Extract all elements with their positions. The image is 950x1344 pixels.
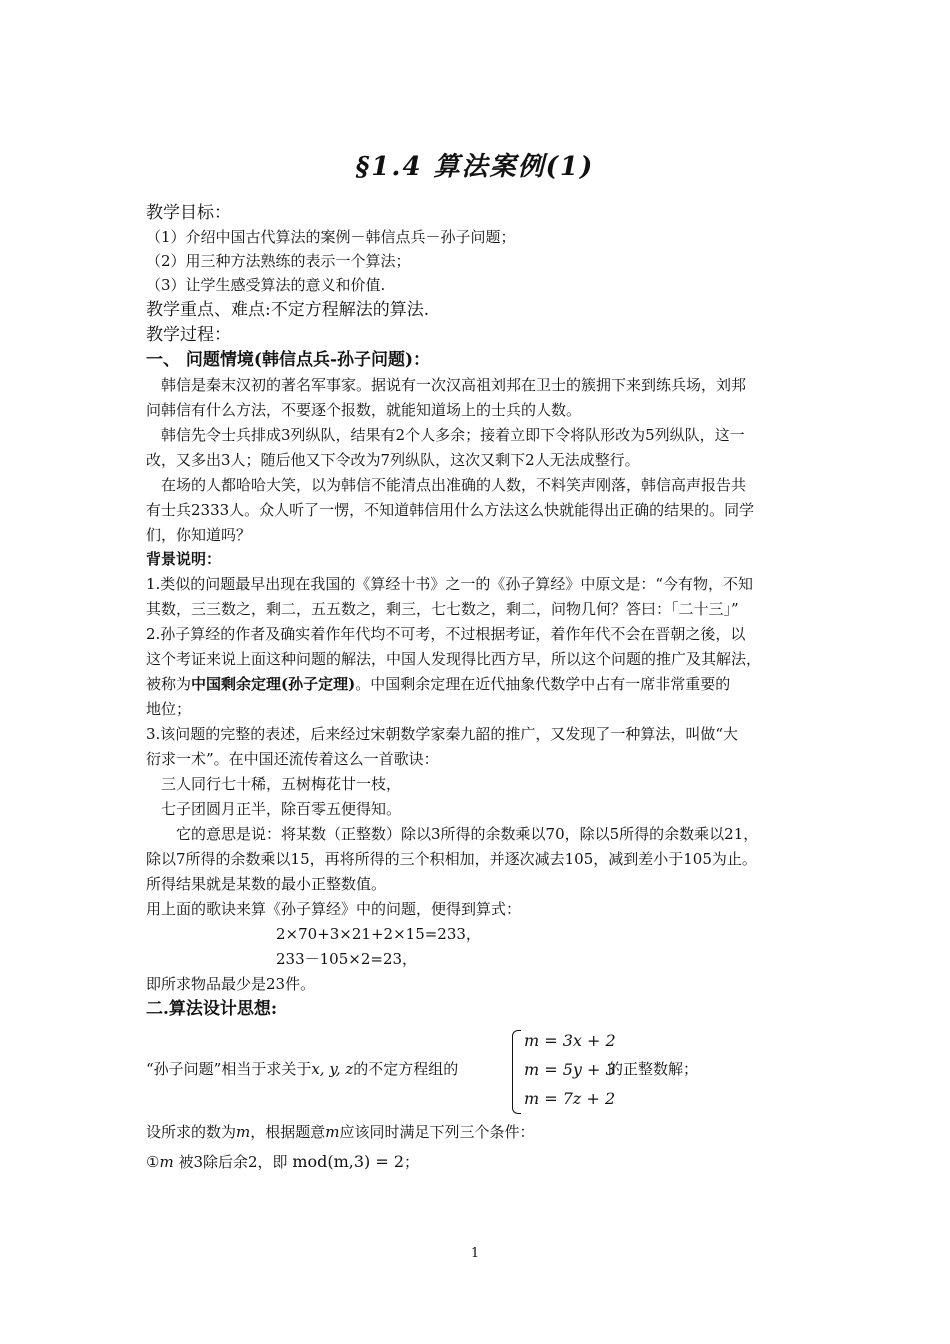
paragraph-line: 韩信是秦末汉初的著名军事家。据说有一次汉高祖刘邦在卫士的簇拥下来到练兵场，刘邦 (146, 376, 747, 394)
answer-text: 即所求物品最少是23件。 (146, 975, 316, 993)
meaning-line: 除以7所得的余数乘以15，再将所得的三个积相加，并逐次减去105，减到差小于105为止。 (146, 850, 757, 868)
objective-item: （1）介绍中国古代算法的案例－韩信点兵－孙子问题； (146, 228, 516, 246)
variable: m (236, 1123, 251, 1141)
background-item-line: 1.类似的问题最早出现在我国的《算经十书》之一的《孙子算经》中原文是：“今有物，不知 (146, 575, 753, 593)
problem-statement (146, 1058, 458, 1080)
variable: m (159, 1153, 174, 1171)
text: 的不定方程组的 (353, 1060, 459, 1078)
paragraph-line: 有士兵2333人。众人听了一愣，不知道韩信用什么方法这么快就能得出正确的结果的。同学 (146, 501, 755, 519)
key-points: 教学重点、难点:不定方程解法的算法. (146, 300, 430, 320)
background-item-line: 地位； (146, 700, 192, 718)
variables: x, y, z (311, 1060, 354, 1078)
problem-statement-end: 的正整数解； (608, 1060, 699, 1078)
theorem-name: 中国剩余定理(孙子定理) (191, 675, 356, 693)
text: ，根据题意 (250, 1123, 326, 1141)
objectives-heading: 教学目标： (146, 203, 231, 223)
meaning-line: 它的意思是说：将某数（正整数）除以3所得的余数乘以70，除以5所得的余数乘以21， (146, 825, 759, 843)
section2-heading: 二.算法设计思想: (146, 999, 278, 1019)
paragraph-line: 们，你知道吗？ (146, 526, 252, 544)
background-heading: 背景说明： (146, 550, 222, 568)
text: 。中国剩余定理在近代抽象代数学中占有一席非常重要的 (355, 675, 731, 693)
text: ； (404, 1153, 420, 1171)
paragraph-line: 改，又多出3人；随后他又下令改为7列纵队，这次又剩下2人无法成整行。 (146, 451, 640, 469)
background-item-line (146, 673, 730, 695)
paragraph-line: 韩信先令士兵排成3列纵队，结果有2个人多余；接着立即下令将队形改为5列纵队，这一 (146, 426, 745, 444)
background-item-line: 其数，三三数之，剩二，五五数之，剩三，七七数之，剩二，问物几何？答曰：「二十三」” (146, 600, 739, 618)
formula-line: 233－105×2=23， (276, 950, 418, 968)
objective-item: （3）让学生感受算法的意义和价值. (146, 276, 386, 294)
background-item-line: 2.孙子算经的作者及确实着作年代均不可考，不过根据考证，着作年代不会在晋朝之後，以 (146, 625, 746, 643)
variable: m (325, 1123, 340, 1141)
text: 被称为 (146, 675, 192, 693)
text: 设所求的数为 (146, 1123, 237, 1141)
text: 应该同时满足下列三个条件： (339, 1123, 535, 1141)
formula: mod(m,3) = 2 (292, 1152, 405, 1171)
condition-intro (146, 1121, 535, 1143)
equation-brace (512, 1030, 521, 1114)
circled-number: ① (146, 1153, 160, 1171)
background-item-line: 这个考证来说上面这种问题的解法，中国人发现得比西方早，所以这个问题的推广及其解法， (146, 650, 762, 668)
equation: m = 5y + 3 (524, 1060, 616, 1079)
objective-item: （2）用三种方法熟练的表示一个算法； (146, 252, 411, 270)
equation: m = 7z + 2 (524, 1089, 616, 1108)
text: 被3除后余2，即 (173, 1153, 293, 1171)
poem-line: 三人同行七十稀，五树梅花廿一枝， (146, 775, 402, 793)
process-heading: 教学过程： (146, 325, 231, 345)
meaning-line: 所得结果就是某数的最小正整数值。 (146, 875, 387, 893)
background-item-line: 衍求一术”。在中国还流传着这么一首歌诀： (146, 750, 439, 768)
paragraph-line: 在场的人都哈哈大笑，以为韩信不能清点出准确的人数，不料笑声刚落，韩信高声报告共 (146, 476, 747, 494)
text: “孙子问题”相当于求关于 (146, 1060, 312, 1078)
condition-1 (146, 1151, 419, 1173)
poem-line: 七子团圆月正半，除百零五便得知。 (146, 800, 402, 818)
page-number: 1 (470, 1246, 480, 1261)
background-item-line: 3.该问题的完整的表述，后来经过宋朝数学家秦九韶的推广，又发现了一种算法，叫做“大 (146, 725, 738, 743)
equation: m = 3x + 2 (524, 1031, 616, 1050)
paragraph-line: 问韩信有什么方法，不要逐个报数，就能知道场上的士兵的人数。 (146, 401, 582, 419)
page-title: §1.4 算法案例(1) (355, 152, 595, 182)
apply-text: 用上面的歌诀来算《孙子算经》中的问题，便得到算式： (146, 900, 522, 918)
section1-heading: 一、 问题情境(韩信点兵-孙子问题)： (146, 350, 431, 370)
formula-line: 2×70+3×21+2×15=233， (276, 925, 481, 943)
